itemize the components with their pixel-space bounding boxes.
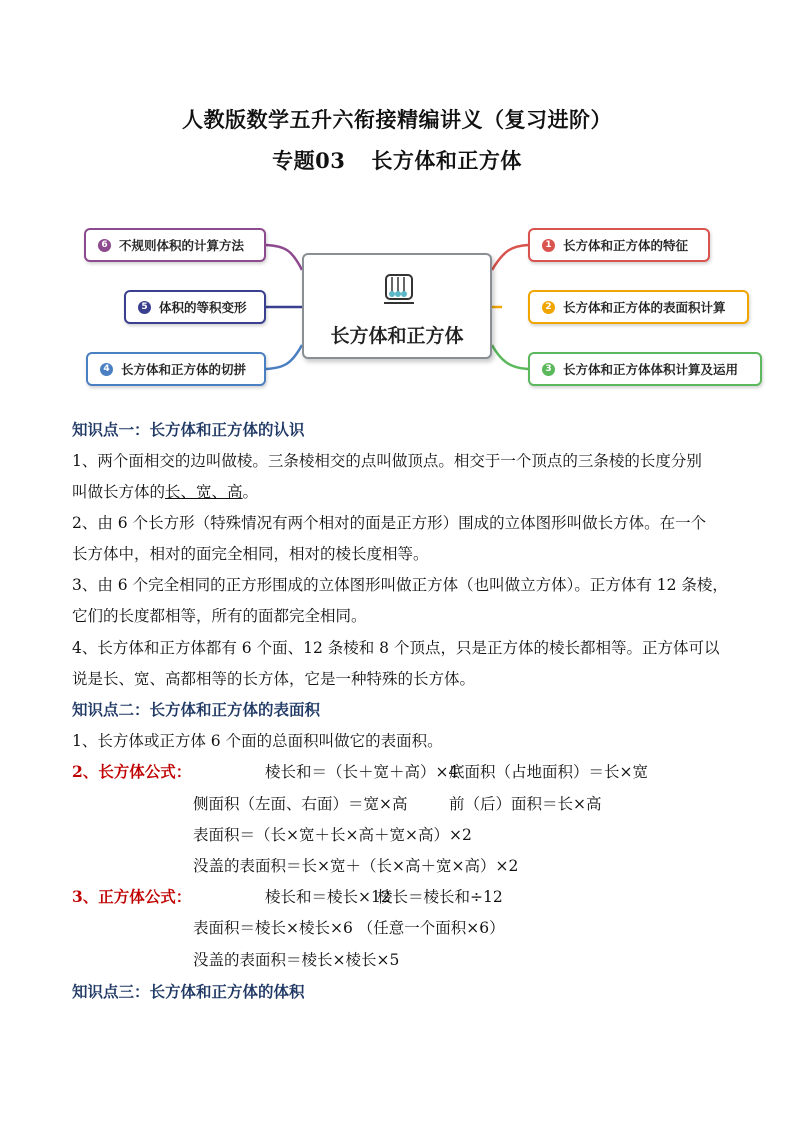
cube-formula-label: 3、正方体公式： (72, 887, 192, 906)
subtitle-prefix: 专题03 (272, 148, 346, 173)
cuboid-formula-row-1 (72, 762, 722, 782)
node-label-1: 长方体和正方体的特征 (563, 238, 689, 253)
text-span: 叫做长方体的 (72, 483, 166, 501)
node-number-2: 2 (542, 301, 555, 314)
mind-map-center-title: 长方体和正方体 (330, 325, 464, 347)
section-2-paragraph-1: 1、长方体或正方体 6 个面的总面积叫做它的表面积。 (72, 732, 443, 750)
document-title: 人教版数学五升六衔接精编讲义（复习进阶） (182, 107, 612, 132)
cube-formula-row-1 (72, 887, 722, 907)
cuboid-base-area-formula: 底面积（占地面积）＝长×宽 (449, 763, 648, 781)
cuboid-open-top-surface-formula: 没盖的表面积＝长×宽＋（长×高＋宽×高）×2 (193, 857, 519, 875)
mind-map-node-3 (528, 352, 762, 386)
mind-map-node-2 (528, 290, 749, 324)
node-label-2: 长方体和正方体的表面积计算 (563, 300, 726, 315)
cuboid-formula-label: 2、长方体公式： (72, 762, 192, 781)
mind-map (0, 220, 794, 395)
cube-open-top-surface-formula: 没盖的表面积＝棱长×棱长×5 (193, 951, 400, 969)
node-number-5: 5 (138, 301, 151, 314)
node-label-5: 体积的等积变形 (159, 300, 247, 315)
cube-edge-length-formula: 棱长＝棱长和÷12 (377, 888, 503, 906)
section-3-heading: 知识点三：长方体和正方体的体积 (72, 982, 305, 1001)
cuboid-front-area-formula: 前（后）面积＝长×高 (449, 795, 602, 813)
node-number-1: 1 (542, 239, 555, 252)
cuboid-edge-sum-formula: 棱长和＝（长＋宽＋高）×4 (265, 763, 459, 781)
node-number-6: 6 (98, 239, 111, 252)
underlined-dimensions: 长、宽、高 (165, 483, 243, 501)
cube-edge-sum-formula: 棱长和＝棱长×12 (265, 888, 391, 906)
newtons-cradle-icon (382, 273, 416, 307)
cuboid-surface-area-formula: 表面积＝（长×宽＋长×高＋宽×高）×2 (193, 826, 472, 844)
section-1-paragraph-2-line-1: 2、由 6 个长方形（特殊情况有两个相对的面是正方形）围成的立体图形叫做长方体。在一个 (72, 514, 707, 532)
node-label-4: 长方体和正方体的切拼 (121, 362, 247, 377)
node-number-3: 3 (542, 363, 555, 376)
mind-map-node-4 (86, 352, 266, 386)
section-1-paragraph-2-line-2: 长方体中，相对的面完全相同，相对的棱长度相等。 (72, 545, 429, 563)
mind-map-node-5 (124, 290, 266, 324)
section-1-paragraph-1-line-2 (72, 482, 258, 502)
document-subtitle (0, 145, 794, 175)
mind-map-node-6 (84, 228, 266, 262)
section-2-heading: 知识点二：长方体和正方体的表面积 (72, 700, 321, 719)
node-label-3: 长方体和正方体体积计算及运用 (563, 362, 739, 377)
section-1-paragraph-3-line-2: 它们的长度都相等，所有的面都完全相同。 (72, 607, 367, 625)
mind-map-node-1 (528, 228, 710, 262)
section-1-paragraph-4-line-1: 4、长方体和正方体都有 6 个面、12 条棱和 8 个顶点，只是正方体的棱长都相等。正方体可以 (72, 639, 720, 657)
node-number-4: 4 (100, 363, 113, 376)
section-1-paragraph-1-line-1: 1、两个面相交的边叫做棱。三条棱相交的点叫做顶点。相交于一个顶点的三条棱的长度分别 (72, 452, 702, 470)
subtitle-main: 长方体和正方体 (371, 148, 522, 173)
section-1-paragraph-3-line-1: 3、由 6 个完全相同的正方形围成的立体图形叫做正方体（也叫做立方体）。正方体有 12 条棱， (72, 576, 728, 594)
section-1-heading: 知识点一：长方体和正方体的认识 (72, 420, 305, 439)
text-span: 。 (242, 483, 259, 501)
cube-surface-area-formula: 表面积＝棱长×棱长×6 （任意一个面积×6） (193, 919, 505, 937)
mind-map-center (302, 253, 492, 359)
node-label-6: 不规则体积的计算方法 (119, 238, 245, 253)
cuboid-side-area-formula: 侧面积（左面、右面）＝宽×高 (193, 795, 408, 813)
section-1-paragraph-4-line-2: 说是长、宽、高都相等的长方体，它是一种特殊的长方体。 (72, 670, 476, 688)
